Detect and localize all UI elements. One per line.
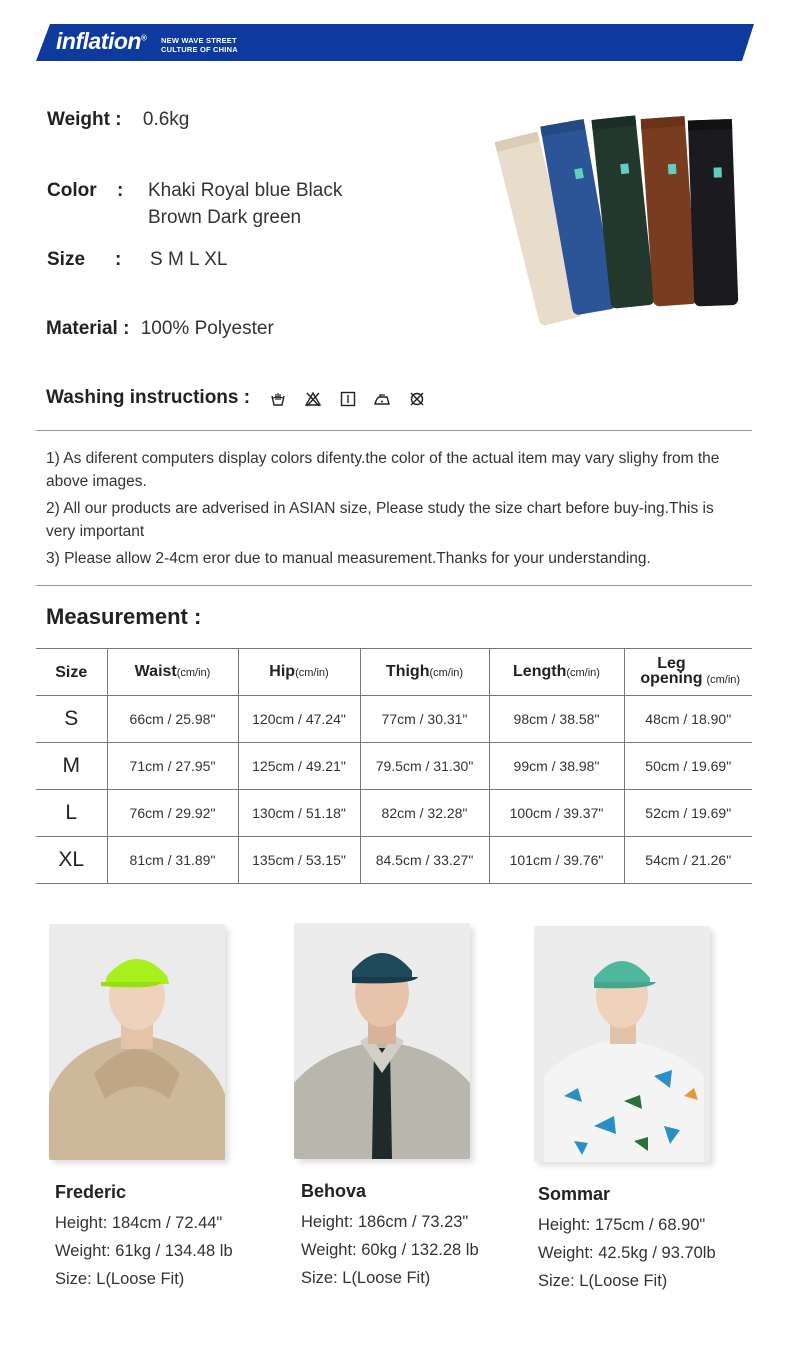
waist-cell: 76cm / 29.92" — [107, 790, 238, 837]
length-cell: 101cm / 39.76" — [489, 837, 624, 884]
divider-bottom — [36, 585, 752, 586]
table-row — [36, 696, 752, 743]
weight-value: 0.6kg — [142, 109, 190, 130]
header-thigh: Thigh(cm/in) — [360, 649, 489, 696]
size-chart-table — [36, 648, 752, 884]
model-name: Frederic — [55, 1182, 127, 1202]
size-label: Size — [47, 249, 86, 270]
no-dry-clean-icon — [409, 391, 425, 407]
model-size: Size: L(Loose Fit) — [55, 1270, 185, 1288]
note-2: 2) All our products are adverised in ASIAN size, Please study the size chart before buy-ing.This is very important — [46, 500, 714, 540]
header-hip: Hip(cm/in) — [238, 649, 360, 696]
divider-top — [36, 430, 752, 431]
table-header-row — [36, 649, 752, 696]
note-3: 3) Please allow 2-4cm eror due to manual measurement.Thanks for your understanding. — [46, 550, 651, 567]
brand-tagline: NEW WAVE STREET CULTURE OF CHINA — [161, 36, 238, 54]
model-size: Size: L(Loose Fit) — [301, 1269, 431, 1287]
product-image — [495, 110, 745, 330]
model-weight: Weight: 42.5kg / 93.70lb — [538, 1244, 716, 1262]
weight-label: Weight : — [47, 109, 122, 130]
color-spec — [47, 180, 124, 202]
size-spec — [47, 249, 122, 271]
model-size: Size: L(Loose Fit) — [538, 1272, 668, 1290]
leg-opening-cell: 50cm / 19.69" — [624, 743, 752, 790]
leg-opening-cell: 52cm / 19.69" — [624, 790, 752, 837]
leg-opening-cell: 48cm / 18.90" — [624, 696, 752, 743]
thigh-cell: 84.5cm / 33.27" — [360, 837, 489, 884]
header-waist: Waist(cm/in) — [107, 649, 238, 696]
thigh-cell: 79.5cm / 31.30" — [360, 743, 489, 790]
model-info — [55, 1209, 233, 1293]
thigh-cell: 77cm / 30.31" — [360, 696, 489, 743]
measurement-title: Measurement : — [46, 604, 202, 629]
size-cell: L — [36, 790, 107, 837]
tumble-dry-icon — [340, 391, 356, 407]
header-leg-opening: Leg opening (cm/in) — [624, 649, 752, 696]
model-weight: Weight: 61kg / 134.48 lb — [55, 1242, 233, 1260]
model-figure — [294, 923, 470, 1159]
model-weight: Weight: 60kg / 132.28 lb — [301, 1241, 479, 1259]
model-height: Height: 175cm / 68.90" — [538, 1216, 706, 1234]
model-photo-frederic — [49, 924, 225, 1160]
note-1: 1) As diferent computers display colors difenty.the color of the actual item may vary slighy from the above images. — [46, 450, 720, 490]
brand-banner — [36, 24, 754, 61]
header-length: Length(cm/in) — [489, 649, 624, 696]
color-colon: : — [117, 180, 124, 201]
model-height: Height: 184cm / 72.44" — [55, 1214, 223, 1232]
washing-label: Washing instructions : — [46, 387, 251, 408]
color-label: Color — [47, 180, 97, 201]
thigh-cell: 82cm / 32.28" — [360, 790, 489, 837]
hip-cell: 135cm / 53.15" — [238, 837, 360, 884]
color-value-line-1: Khaki Royal blue Black — [148, 180, 343, 201]
size-value: S M L XL — [150, 249, 228, 270]
model-figure — [534, 926, 710, 1162]
table-row — [36, 743, 752, 790]
model-name: Behova — [301, 1181, 367, 1201]
iron-icon — [374, 391, 390, 407]
table-row — [36, 837, 752, 884]
table-row — [36, 790, 752, 837]
model-figure — [49, 924, 225, 1160]
waist-cell: 66cm / 25.98" — [107, 696, 238, 743]
waist-cell: 71cm / 27.95" — [107, 743, 238, 790]
material-spec — [46, 318, 274, 340]
model-info — [301, 1208, 479, 1292]
leg-opening-cell: 54cm / 21.26" — [624, 837, 752, 884]
header-size: Size — [36, 649, 107, 696]
material-value: 100% Polyester — [140, 318, 274, 339]
waist-cell: 81cm / 31.89" — [107, 837, 238, 884]
no-bleach-icon — [305, 391, 321, 407]
size-cell: XL — [36, 837, 107, 884]
model-height: Height: 186cm / 73.23" — [301, 1213, 469, 1231]
material-label: Material : — [46, 318, 130, 339]
size-cell: S — [36, 696, 107, 743]
model-photo-behova — [294, 923, 470, 1159]
pants-black — [688, 119, 738, 306]
model-info — [538, 1211, 716, 1295]
hip-cell: 130cm / 51.18" — [238, 790, 360, 837]
size-cell: M — [36, 743, 107, 790]
hip-cell: 125cm / 49.21" — [238, 743, 360, 790]
model-photo-sommar — [534, 926, 710, 1162]
size-colon: : — [115, 249, 122, 270]
hand-wash-icon — [270, 391, 286, 407]
color-value-line-2: Brown Dark green — [148, 207, 302, 228]
weight-spec — [47, 109, 189, 131]
brand-logo: inflation® — [56, 28, 147, 54]
model-name: Sommar — [538, 1184, 611, 1204]
length-cell: 99cm / 38.98" — [489, 743, 624, 790]
hip-cell: 120cm / 47.24" — [238, 696, 360, 743]
length-cell: 98cm / 38.58" — [489, 696, 624, 743]
length-cell: 100cm / 39.37" — [489, 790, 624, 837]
